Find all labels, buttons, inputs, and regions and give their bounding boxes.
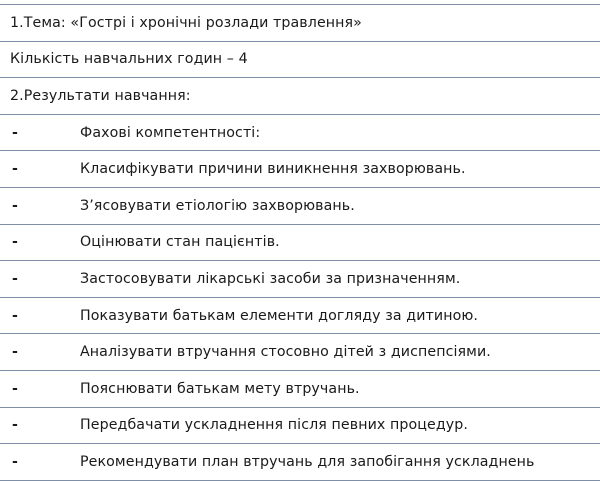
list-bullet: - <box>12 453 18 470</box>
list-bullet: - <box>12 197 18 214</box>
list-item <box>0 408 600 445</box>
list-bullet: - <box>12 380 18 397</box>
topic-row <box>0 5 600 42</box>
list-bullet: - <box>12 234 18 251</box>
list-item <box>0 298 600 335</box>
document-table <box>0 4 600 481</box>
list-item-text: Фахові компетентності: <box>80 124 261 141</box>
list-item-text: Аналізувати втручання стосовно дітей з диспепсіями. <box>80 344 491 361</box>
hours-text: Кількість навчальних годин – 4 <box>10 51 248 68</box>
list-item <box>0 444 600 481</box>
list-item <box>0 115 600 152</box>
list-item-text: З’ясовувати етіологію захворювань. <box>80 197 355 214</box>
results-heading-text: 2.Результати навчання: <box>10 87 191 104</box>
list-item <box>0 151 600 188</box>
hours-row <box>0 42 600 79</box>
list-bullet: - <box>12 344 18 361</box>
list-item-text: Оцінювати стан пацієнтів. <box>80 234 280 251</box>
list-item <box>0 261 600 298</box>
list-bullet: - <box>12 307 18 324</box>
list-item-text: Передбачати ускладнення після певних процедур. <box>80 417 468 434</box>
list-bullet: - <box>12 270 18 287</box>
list-item <box>0 334 600 371</box>
list-item <box>0 225 600 262</box>
list-item-text: Показувати батькам елементи догляду за дитиною. <box>80 307 479 324</box>
list-item-text: Класифікувати причини виникнення захворювань. <box>80 161 466 178</box>
list-bullet: - <box>12 161 18 178</box>
topic-text: 1.Тема: «Гострі і хронічні розлади травлення» <box>10 14 362 31</box>
list-bullet: - <box>12 417 18 434</box>
list-item-text: Застосовувати лікарські засоби за призначенням. <box>80 270 461 287</box>
list-item-text: Пояснювати батькам мету втручань. <box>80 380 360 397</box>
list-bullet: - <box>12 124 18 141</box>
list-item <box>0 188 600 225</box>
list-item <box>0 371 600 408</box>
list-item-text: Рекомендувати план втручань для запобігання ускладнень <box>80 453 535 470</box>
results-heading-row <box>0 78 600 115</box>
